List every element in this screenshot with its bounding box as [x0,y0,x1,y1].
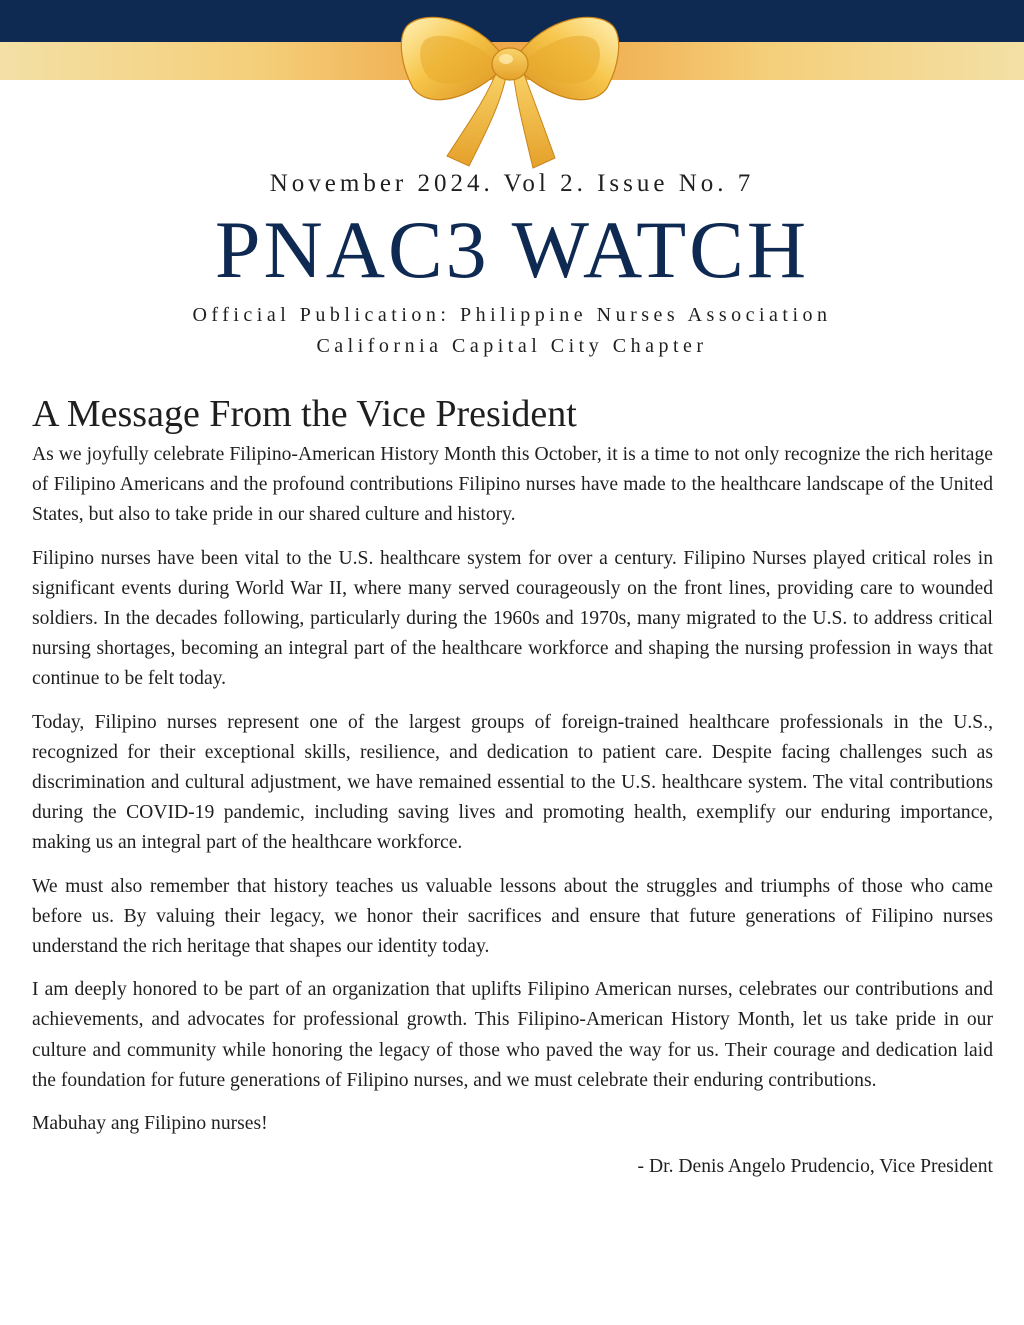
subtitle-line-1: Official Publication: Philippine Nurses Association [192,304,832,326]
article-paragraph-2: Filipino nurses have been vital to the U.S. healthcare system for over a century. Filipino Nurses played critical roles in significant events during World War II, where many served courageously on the front lines, providing care to wounded soldiers. In the decades following, particularly during the 1960s and 1970s, many migrated to the U.S. to address critical nursing shortages, becoming an integral part of the healthcare workforce and shaping the nursing profession in ways that continue to be felt today. [32,547,993,690]
article-signature: - Dr. Denis Angelo Prudencio, Vice President [637,1156,993,1178]
subtitle-line-2: California Capital City Chapter [316,335,708,357]
article-heading: A Message From the Vice President [32,393,577,435]
article-paragraph-5: I am deeply honored to be part of an organization that uplifts Filipino American nurses, celebrates our contributions and achievements, and advocates for professional growth. This Filipino-American History Month, let us take pride in our culture and community while honoring the legacy of those who paved the way for us. Their courage and dedication laid the foundation for future generations of Filipino nurses, and we must celebrate their enduring contributions. [32,979,993,1091]
masthead [0,168,1024,362]
article-paragraph-3: Today, Filipino nurses represent one of the largest groups of foreign-trained healthcare professionals in the U.S., recognized for their exceptional skills, resilience, and dedication to patient care. Despite facing challenges such as discrimination and cultural adjustment, we have remained essential to the U.S. healthcare system. The vital contributions during the COVID-19 pandemic, including saving lives and promoting health, exemplify our enduring importance, making us an integral part of the healthcare workforce. [32,711,993,854]
issue-line: November 2024. Vol 2. Issue No. 7 [269,170,755,197]
article-paragraph-4: We must also remember that history teaches us valuable lessons about the struggles and triumphs of those who came before us. By valuing their legacy, we honor their sacrifices and ensure that future generations of Filipino nurses understand the rich heritage that shapes our identity today. [32,875,993,958]
publication-title: PNAC3 WATCH [214,204,810,295]
article-closing: Mabuhay ang Filipino nurses! [32,1113,268,1135]
gold-ribbon-bow-icon [395,8,625,170]
vice-president-message [32,390,993,1195]
article-paragraph-1: As we joyfully celebrate Filipino-American History Month this October, it is a time to not only recognize the rich heritage of Filipino Americans and the profound contributions Filipino nurses have made to the healthcare landscape of the United States, but also to take pride in our shared culture and history. [32,444,993,526]
